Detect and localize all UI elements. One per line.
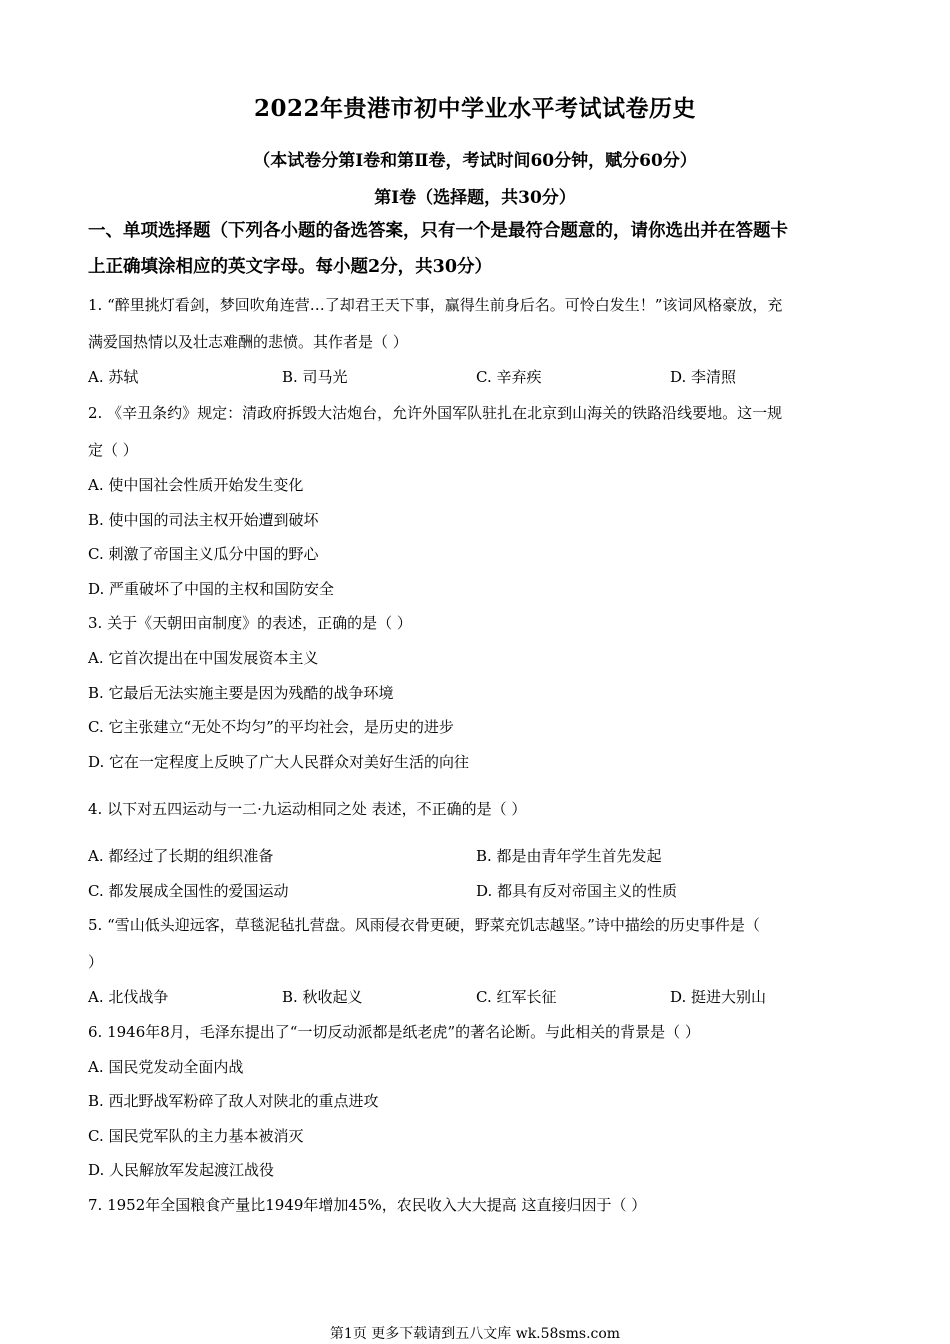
question-3-stem: 3. 关于《天朝田亩制度》的表述，正确的是（ ） [88,614,412,632]
question-6-option-c: C. 国民党军队的主力基本被消灭 [88,1127,304,1145]
question-3-option-c: C. 它主张建立“无处不均匀”的平均社会，是历史的进步 [88,718,454,736]
question-5-option-a: A. 北伐战争 [88,988,169,1006]
question-1-option-b: B. 司马光 [282,368,348,386]
question-5-stem-cont: ） [88,953,104,971]
question-1-option-d: D. 李清照 [670,368,737,386]
question-1-stem: 1. “醉里挑灯看剑，梦回吹角连营…了却君王天下事，赢得生前身后名。可怜白发生！”该词风格豪放，充 [88,296,783,314]
section-heading-line2: 上正确填涂相应的英文字母。每小题2分，共30分） [88,257,493,277]
question-6-option-b: B. 西北野战军粉碎了敌人对陕北的重点进攻 [88,1092,379,1110]
question-4-option-a: A. 都经过了长期的组织准备 [88,847,274,865]
page-title: 2022年贵港市初中学业水平考试试卷历史 [253,95,696,122]
section-heading-line1: 一、单项选择题（下列各小题的备选答案，只有一个是最符合题意的，请你选出并在答题卡 [88,221,788,241]
question-3-option-b: B. 它最后无法实施主要是因为残酷的战争环境 [88,684,394,702]
volume-heading: 第Ⅰ卷（选择题，共30分） [374,188,576,208]
question-1-option-a: A. 苏轼 [88,368,139,386]
question-2-option-b: B. 使中国的司法主权开始遭到破坏 [88,511,319,529]
question-2-stem: 2. 《辛丑条约》规定：清政府拆毁大沽炮台，允许外国军队驻扎在北京到山海关的铁路沿线要地。这一规 [88,404,783,422]
question-4-option-d: D. 都具有反对帝国主义的性质 [476,882,678,900]
question-6-option-d: D. 人民解放军发起渡江战役 [88,1161,275,1179]
question-3-option-d: D. 它在一定程度上反映了广大人民群众对美好生活的向往 [88,753,470,771]
question-4-stem: 4. 以下对五四运动与一二·九运动相同之处 表述，不正确的是（ ） [88,800,527,818]
question-4-option-b: B. 都是由青年学生首先发起 [476,847,662,865]
question-2-stem-cont: 定（ ） [88,441,138,459]
question-6-stem: 6. 1946年8月，毛泽东提出了“一切反动派都是纸老虎”的著名论断。与此相关的背景是（ ） [88,1023,700,1041]
question-4-option-c: C. 都发展成全国性的爱国运动 [88,882,289,900]
question-3-option-a: A. 它首次提出在中国发展资本主义 [88,649,319,667]
page-footer: 第1页 更多下载请到五八文库 wk.58sms.com [329,1326,621,1342]
question-7-stem: 7. 1952年全国粮食产量比1949年增加45%，农民收入大大提高 这直接归因于（ ） [88,1196,647,1214]
question-1-stem-cont: 满爱国热情以及壮志难酬的悲愤。其作者是（ ） [88,333,408,351]
exam-note: （本试卷分第Ⅰ卷和第Ⅱ卷，考试时间60分钟，赋分60分） [253,151,697,171]
question-2-option-c: C. 刺激了帝国主义瓜分中国的野心 [88,545,319,563]
question-2-option-d: D. 严重破坏了中国的主权和国防安全 [88,580,335,598]
question-5-option-b: B. 秋收起义 [282,988,363,1006]
question-6-option-a: A. 国民党发动全面内战 [88,1058,244,1076]
question-1-option-c: C. 辛弃疾 [476,368,542,386]
question-5-option-c: C. 红军长征 [476,988,557,1006]
question-5-option-d: D. 挺进大别山 [670,988,767,1006]
question-2-option-a: A. 使中国社会性质开始发生变化 [88,476,304,494]
question-5-stem: 5. “雪山低头迎远客，草毯泥毡扎营盘。风雨侵衣骨更硬，野菜充饥志越坚。”诗中描绘的历史事件是（ [88,916,760,934]
